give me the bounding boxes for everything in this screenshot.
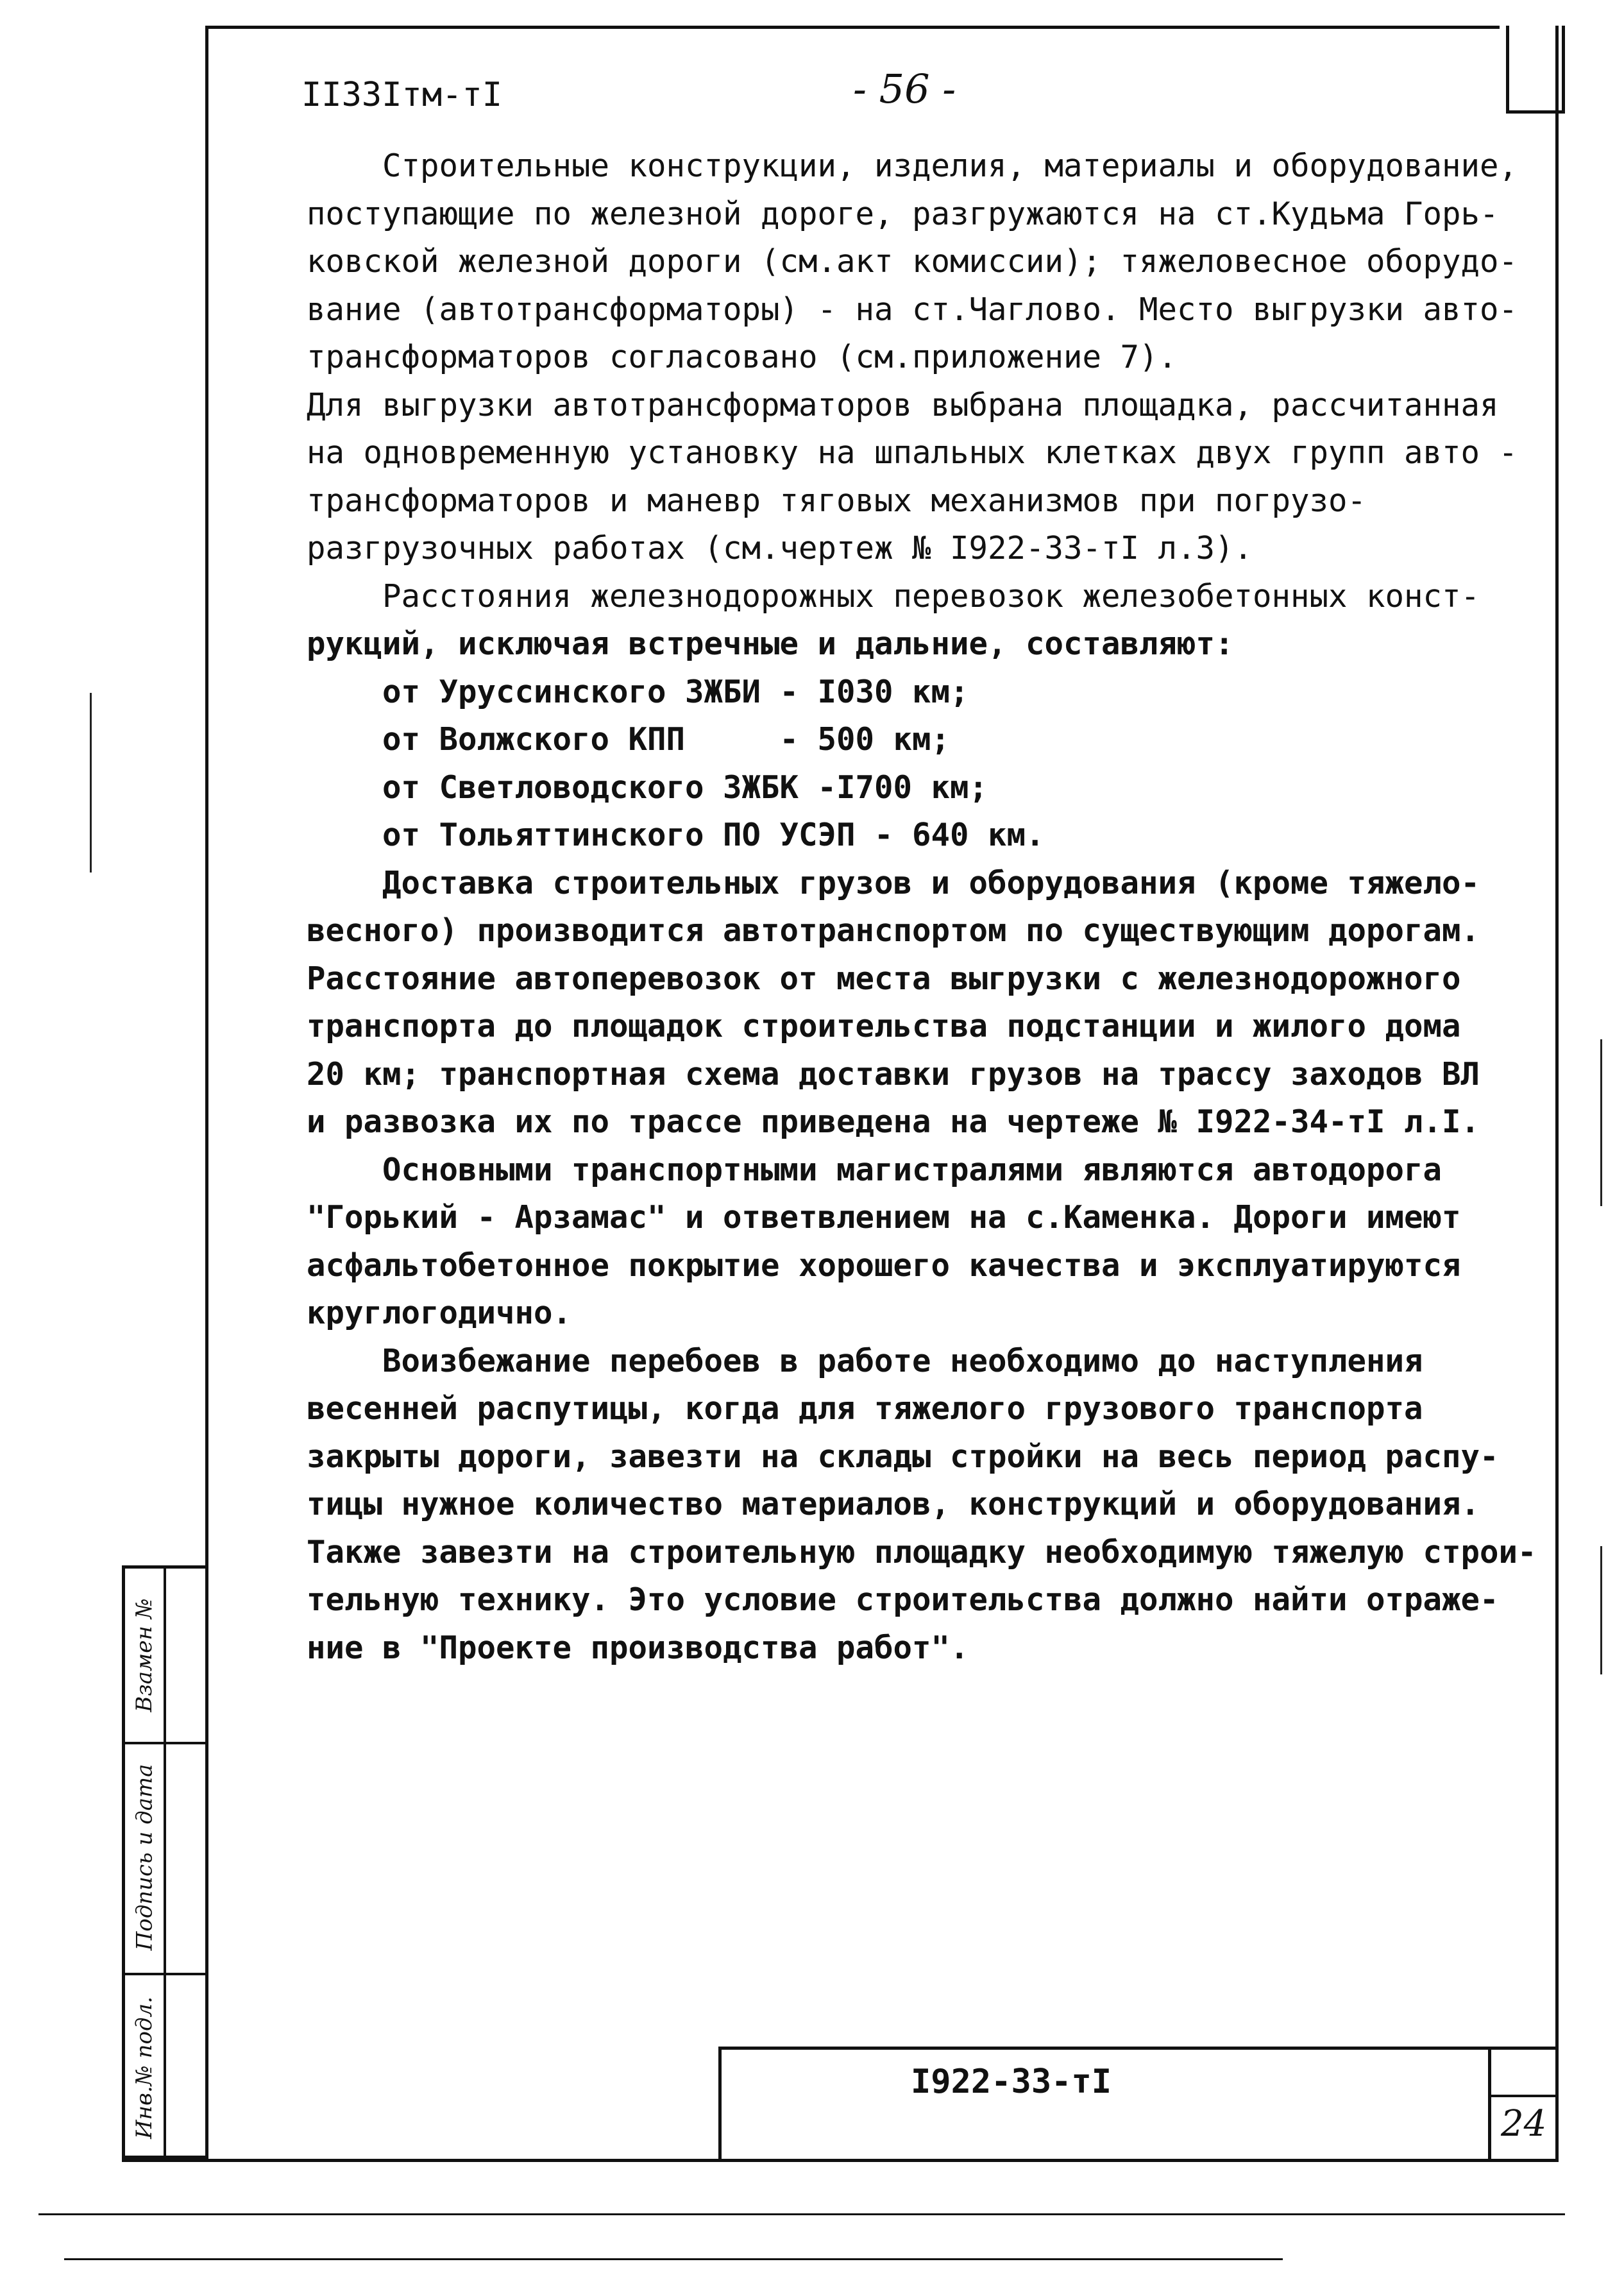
stamp-top-border: [718, 2047, 1559, 2050]
body-line: Основными транспортными магистралями являются автодорога: [307, 1151, 1442, 1188]
body-line: 20 км; транспортная схема доставки грузов на трассу заходов ВЛ: [307, 1055, 1480, 1093]
body-line: вание (автотрансформаторы) - на ст.Чаглово. Место выгрузки авто-: [307, 291, 1518, 328]
sidebar-label-replacement: Взамен №: [131, 1598, 157, 1712]
body-text: [307, 142, 1538, 1672]
body-line: Расстояния железнодорожных перевозок железобетонных конст-: [307, 577, 1480, 615]
body-line: закрыты дороги, завезти на склады стройки на весь период распу-: [307, 1438, 1499, 1475]
body-line: Воизбежание перебоев в работе необходимо до наступления: [307, 1342, 1423, 1379]
scan-bottom-rule: [38, 2213, 1565, 2215]
stamp-left-border: [718, 2047, 722, 2162]
body-line: разгрузочных работах (см.чертеж № I922-33-тI л.3).: [307, 530, 1253, 566]
stamp-doc-code: I922-33-тI: [911, 2063, 1112, 2101]
stamp-sheet-divider: [1488, 2095, 1559, 2097]
body-line: тицы нужное количество материалов, конструкций и оборудования.: [307, 1486, 1480, 1522]
body-line: и развозка их по трассе приведена на чертеже № I922-34-тI л.I.: [307, 1103, 1480, 1140]
page-number: - 56 -: [853, 65, 956, 112]
body-line: от Уруссинского ЗЖБИ - I030 км;: [307, 673, 969, 710]
body-line: на одновременную установку на шпальных клетках двух групп авто -: [307, 434, 1518, 471]
scan-mark: [1600, 1039, 1602, 1206]
body-line: весенней распутицы, когда для тяжелого грузового транспорта: [307, 1390, 1423, 1427]
body-line: от Волжского КПП - 500 км;: [307, 721, 951, 758]
body-line: асфальтобетонное покрытие хорошего качества и эксплуатируются: [307, 1247, 1461, 1284]
body-line: трансформаторов и маневр тяговых механизмов при погрузо-: [307, 482, 1367, 519]
frame-bottom-border: [122, 2159, 1559, 2162]
sidebar-divider: [164, 1569, 166, 2156]
body-line: Доставка строительных грузов и оборудования (кроме тяжело-: [307, 864, 1480, 901]
body-line: трансформаторов согласовано (см.приложение 7).: [307, 339, 1178, 375]
body-line: поступающие по железной дороге, разгружаются на ст.Кудьма Горь-: [307, 195, 1499, 232]
corner-box: [1506, 26, 1565, 114]
sidebar-registration: [122, 1565, 208, 2159]
frame-top-border: [205, 26, 1500, 29]
body-line: от Тольяттинского ПО УСЭП - 640 км.: [307, 817, 1045, 853]
body-line: рукций, исключая встречные и дальние, составляют:: [307, 626, 1234, 662]
sidebar-label-signature: Подпись и дата: [131, 1764, 158, 1951]
body-line: тельную технику. Это условие строительства должно найти отраже-: [307, 1581, 1499, 1618]
scan-bottom-rule: [64, 2258, 1283, 2260]
body-line: Также завезти на строительную площадку необходимую тяжелую строи-: [307, 1533, 1537, 1571]
body-line: транспорта до площадок строительства подстанции и жилого дома: [307, 1008, 1461, 1044]
body-line: Для выгрузки автотрансформаторов выбрана площадка, рассчитанная: [307, 386, 1499, 423]
stamp-divider: [1488, 2047, 1491, 2162]
body-line: "Горький - Арзамас" и ответвлением на с.Каменка. Дороги имеют: [307, 1199, 1461, 1236]
body-line: Строительные конструкции, изделия, материалы и оборудование,: [307, 148, 1518, 184]
stamp-sheet-number: 24: [1501, 2103, 1547, 2145]
frame-right-border: [1555, 26, 1559, 2162]
body-line: весного) производится автотранспортом по существующим дорогам.: [307, 912, 1480, 949]
body-line: от Светловодского ЗЖБК -I700 км;: [307, 769, 988, 806]
body-line: Расстояние автоперевозок от места выгрузки с железнодорожного: [307, 960, 1461, 997]
body-line: ковской железной дороги (см.акт комиссии); тяжеловесное оборудо-: [307, 243, 1518, 280]
scan-mark: [1600, 1546, 1602, 1674]
body-line: круглогодично.: [307, 1295, 572, 1331]
body-line: ние в "Проекте производства работ".: [307, 1629, 969, 1666]
scan-mark: [90, 693, 92, 873]
sidebar-label-inventory: Инв.№ подл.: [131, 1996, 157, 2139]
header-doc-code: II33Iтм-тI: [301, 76, 503, 114]
